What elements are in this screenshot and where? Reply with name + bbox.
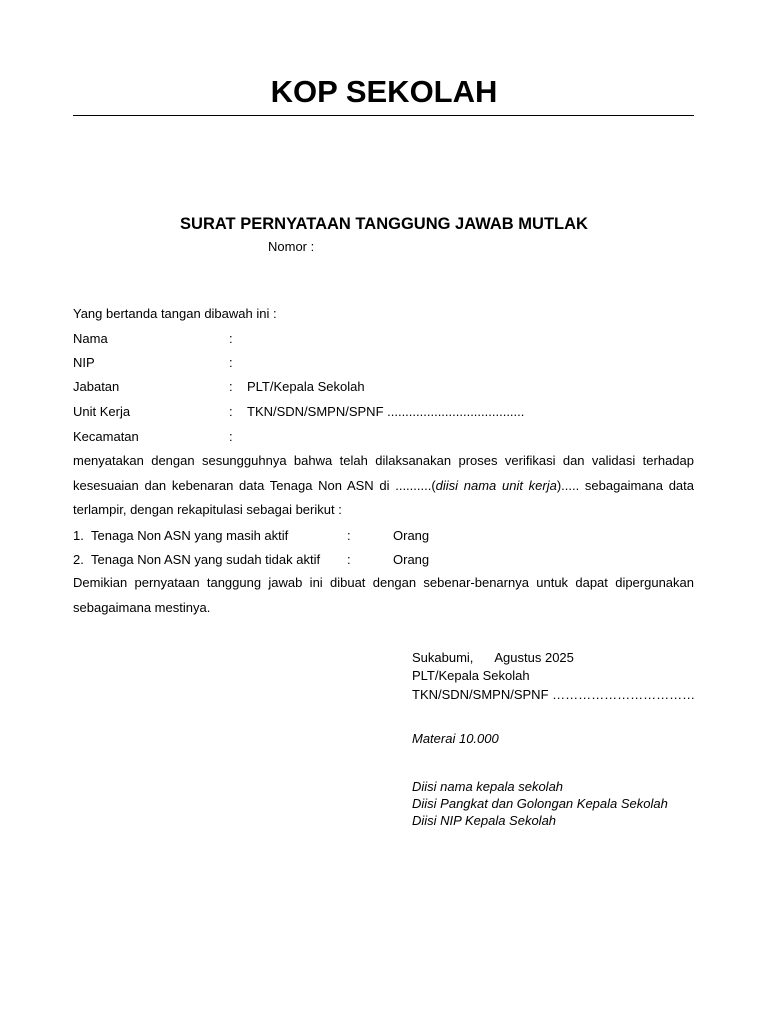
signature-rank: Diisi Pangkat dan Golongan Kepala Sekolah <box>412 796 668 811</box>
field-sep-nama: : <box>229 331 233 346</box>
letter-title: SURAT PERNYATAAN TANGGUNG JAWAB MUTLAK <box>180 215 588 233</box>
recap-unit-2: Orang <box>393 552 430 567</box>
recap-sep-2: : <box>347 552 351 567</box>
field-value-jabatan: PLT/Kepala Sekolah <box>247 379 365 394</box>
field-label-nip: NIP <box>73 355 95 370</box>
letterhead-divider <box>73 115 694 116</box>
closing-line-2: sebagaimana mestinya. <box>73 600 211 615</box>
signature-name: Diisi nama kepala sekolah <box>412 779 564 794</box>
statement-line-3: terlampir, dengan rekapitulasi sebagai berikut : <box>73 502 342 517</box>
recap-unit-1: Orang <box>393 528 430 543</box>
recap-num-2: 2. <box>73 552 84 567</box>
field-value-unit-kerja: TKN/SDN/SMPN/SPNF ...................................... <box>247 404 525 419</box>
field-label-unit-kerja: Unit Kerja <box>73 404 131 419</box>
recap-label-1: Tenaga Non ASN yang masih aktif <box>91 528 289 543</box>
statement-line-1: menyatakan dengan sesungguhnya bahwa telah dilaksanakan proses verifikasi dan validasi terhadap <box>73 453 694 468</box>
signature-unit: TKN/SDN/SMPN/SPNF …………………………… <box>412 687 696 702</box>
recap-num-1: 1. <box>73 528 84 543</box>
closing-line-1: Demikian pernyataan tanggung jawab ini dibuat dengan sebenar-benarnya untuk dapat dipergunakan <box>73 575 694 590</box>
field-label-jabatan: Jabatan <box>73 379 120 394</box>
letterhead-title: KOP SEKOLAH <box>270 74 498 109</box>
field-label-kecamatan: Kecamatan <box>73 429 139 444</box>
field-sep-jabatan: : <box>229 379 233 394</box>
field-sep-nip: : <box>229 355 233 370</box>
signature-materai: Materai 10.000 <box>412 731 499 746</box>
signature-place-date: Sukabumi, Agustus 2025 <box>412 650 574 665</box>
field-sep-kecamatan: : <box>229 429 233 444</box>
field-label-nama: Nama <box>73 331 108 346</box>
signature-nip: Diisi NIP Kepala Sekolah <box>412 813 557 828</box>
field-sep-unit-kerja: : <box>229 404 233 419</box>
intro-text: Yang bertanda tangan dibawah ini : <box>73 306 277 321</box>
letter-number: Nomor : <box>268 239 315 254</box>
recap-sep-1: : <box>347 528 351 543</box>
signature-position: PLT/Kepala Sekolah <box>412 668 530 683</box>
statement-line-2: kesesuaian dan kebenaran data Tenaga Non ASN di ..........(diisi nama unit kerja)..... sebagaimana data <box>73 478 694 493</box>
recap-label-2: Tenaga Non ASN yang sudah tidak aktif <box>91 552 321 567</box>
